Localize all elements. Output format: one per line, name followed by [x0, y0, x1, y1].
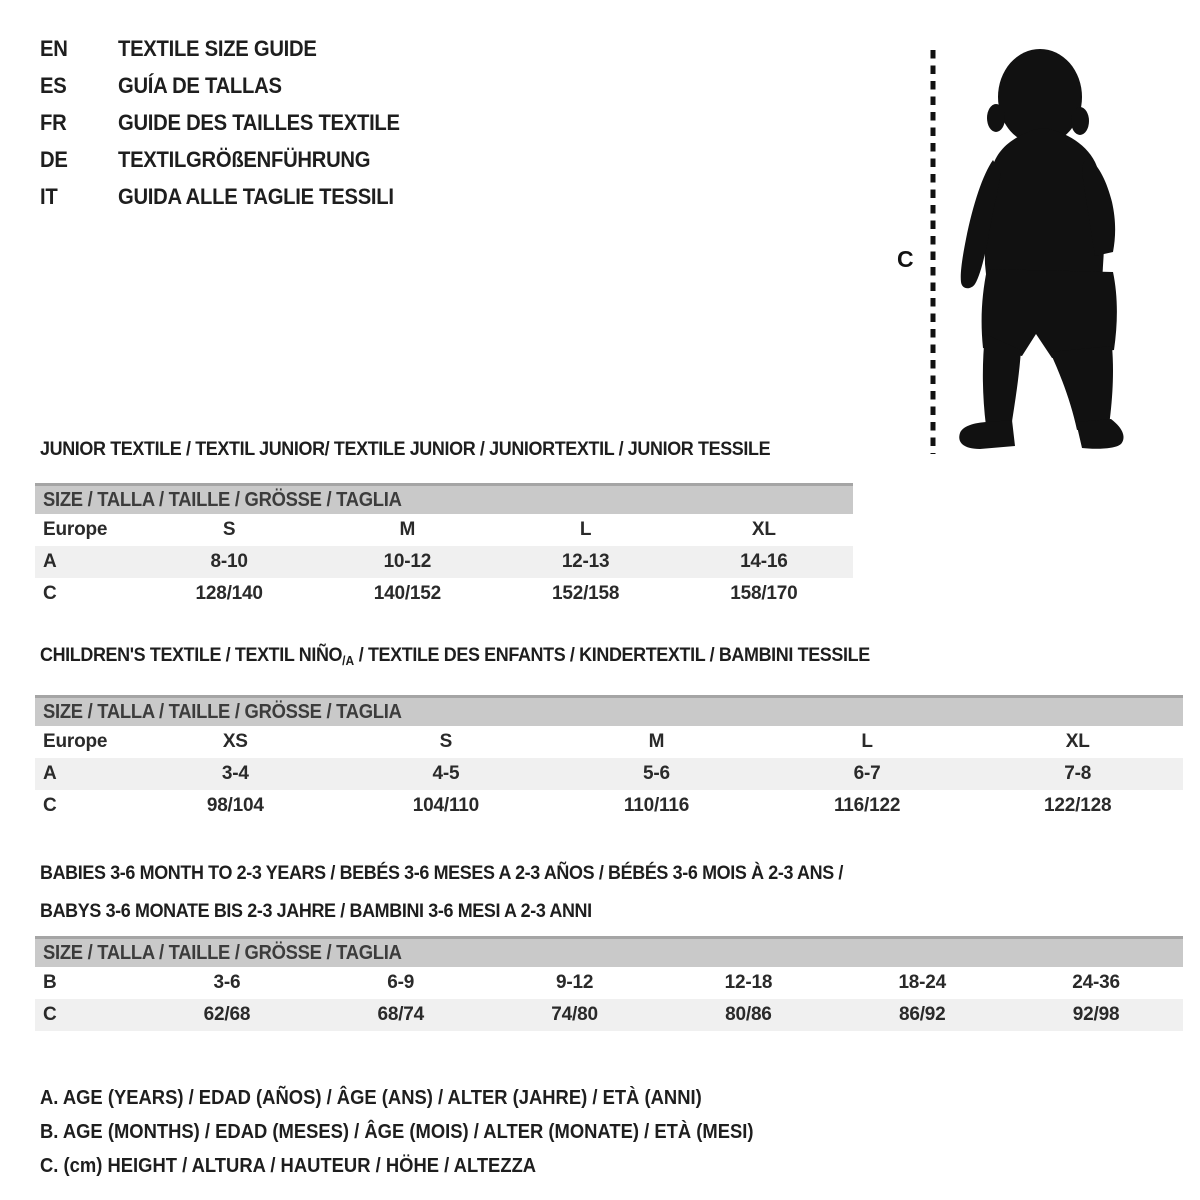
size-cell: 128/140 — [195, 583, 263, 604]
size-cell: L — [861, 731, 873, 752]
size-cell: 74/80 — [551, 1004, 598, 1025]
size-cell: M — [399, 519, 416, 540]
size-cell: XL — [1065, 731, 1090, 752]
table-row-height — [35, 790, 1183, 822]
size-cell: 7-8 — [1064, 763, 1092, 784]
legend-line-a: A. AGE (YEARS) / EDAD (AÑOS) / ÂGE (ANS) / ALTER (JAHRE) / ETÀ (ANNI) — [40, 1087, 702, 1109]
size-cell: XS — [222, 731, 248, 752]
size-cell: 158/170 — [730, 583, 798, 604]
language-code: ES — [40, 72, 67, 98]
row-label: Europe — [43, 519, 108, 540]
size-cell: 9-12 — [555, 972, 594, 993]
section-title-line2: BABYS 3-6 MONATE BIS 2-3 JAHRE / BAMBINI 3-6 MESI A 2-3 ANNI — [40, 900, 592, 922]
row-label: C — [43, 583, 57, 604]
size-cell: 6-7 — [853, 763, 881, 784]
row-label: C — [43, 1004, 57, 1025]
size-cell: S — [222, 519, 236, 540]
size-cell: 5-6 — [643, 763, 670, 784]
size-cell: 62/68 — [203, 1004, 251, 1025]
table-row-europe — [35, 514, 853, 546]
size-cell: S — [439, 731, 453, 752]
size-cell: 10-12 — [383, 551, 432, 572]
size-cell: 92/98 — [1072, 1004, 1120, 1025]
language-code: DE — [40, 146, 68, 172]
size-cell: 140/152 — [373, 583, 442, 604]
size-cell: M — [648, 731, 665, 752]
legend — [35, 1081, 1183, 1183]
language-title: TEXTILGRÖßENFÜHRUNG — [118, 146, 371, 172]
height-figure — [883, 34, 1143, 469]
toddler-silhouette-figure — [883, 34, 1143, 469]
language-title: TEXTILE SIZE GUIDE — [118, 35, 317, 61]
language-code: EN — [40, 35, 68, 61]
table-row-height — [35, 999, 1183, 1031]
nino-a-subscript: /A — [342, 653, 355, 668]
height-dimension-label: C — [897, 246, 914, 272]
section-title-line1: BABIES 3-6 MONTH TO 2-3 YEARS / BEBÉS 3-6 MESES A 2-3 AÑOS / BÉBÉS 3-6 MOIS À 2-3 ANS / — [40, 862, 844, 884]
table-row-height — [35, 578, 853, 610]
language-code: FR — [40, 109, 67, 135]
size-cell: 3-4 — [221, 763, 249, 784]
language-title: GUÍA DE TALLAS — [118, 72, 282, 98]
row-label: A — [43, 763, 57, 784]
header — [35, 30, 1183, 272]
row-label: A — [43, 551, 57, 572]
size-cell: 98/104 — [206, 795, 264, 816]
size-cell: 18-24 — [898, 972, 947, 993]
size-header-band: SIZE / TALLA / TAILLE / GRÖSSE / TAGLIA — [35, 936, 1183, 967]
size-cell: 80/86 — [725, 1004, 772, 1025]
table-junior — [35, 483, 853, 610]
table-row-age — [35, 758, 1183, 790]
size-cell: 24-36 — [1072, 972, 1120, 993]
size-cell: XL — [751, 519, 776, 540]
language-title: GUIDA ALLE TAGLIE TESSILI — [118, 183, 394, 209]
table-children — [35, 695, 1183, 822]
toddler-silhouette — [959, 49, 1123, 449]
size-cell: 14-16 — [740, 551, 788, 572]
section-babies-textile — [35, 854, 1183, 1031]
row-label: C — [43, 795, 57, 816]
size-cell: 68/74 — [377, 1004, 425, 1025]
table-row-age — [35, 546, 853, 578]
table-row-europe — [35, 726, 1183, 758]
row-label: Europe — [43, 731, 108, 752]
size-cell: 12-13 — [561, 551, 610, 572]
section-childrens-textile — [35, 643, 1183, 822]
size-cell: 104/110 — [412, 795, 479, 816]
size-cell: 110/116 — [623, 795, 690, 816]
section-title: CHILDREN'S TEXTILE / TEXTIL $NIÑO_{/A}$ / TEXTILE DES ENFANTS / KINDERTEXTIL / BAMBINI TESSILE — [40, 644, 870, 668]
size-cell: 4-5 — [432, 763, 460, 784]
size-cell: 116/122 — [833, 795, 901, 816]
size-cell: 3-6 — [213, 972, 241, 993]
size-cell: L — [579, 519, 592, 540]
legend-line-b: B. AGE (MONTHS) / EDAD (MESES) / ÂGE (MOIS) / ALTER (MONATE) / ETÀ (MESI) — [40, 1121, 754, 1143]
section-title: JUNIOR TEXTILE / TEXTIL JUNIOR/ TEXTILE JUNIOR / JUNIORTEXTIL / JUNIOR TESSILE — [40, 438, 771, 460]
legend-line-c: C. (cm) HEIGHT / ALTURA / HAUTEUR / HÖHE / ALTEZZA — [40, 1155, 537, 1177]
language-title: GUIDE DES TAILLES TEXTILE — [118, 109, 400, 135]
size-cell: 122/128 — [1044, 795, 1112, 816]
table-babies — [35, 936, 1183, 1031]
size-cell: 86/92 — [898, 1004, 946, 1025]
size-cell: 12-18 — [724, 972, 773, 993]
size-cell: 152/158 — [551, 583, 620, 604]
size-header-band: SIZE / TALLA / TAILLE / GRÖSSE / TAGLIA — [35, 483, 853, 514]
size-cell: 8-10 — [210, 551, 248, 572]
size-header-band: SIZE / TALLA / TAILLE / GRÖSSE / TAGLIA — [35, 695, 1183, 726]
table-row-age-months — [35, 967, 1183, 999]
size-cell: 6-9 — [387, 972, 415, 993]
row-label: B — [43, 972, 57, 993]
language-code: IT — [40, 183, 58, 209]
